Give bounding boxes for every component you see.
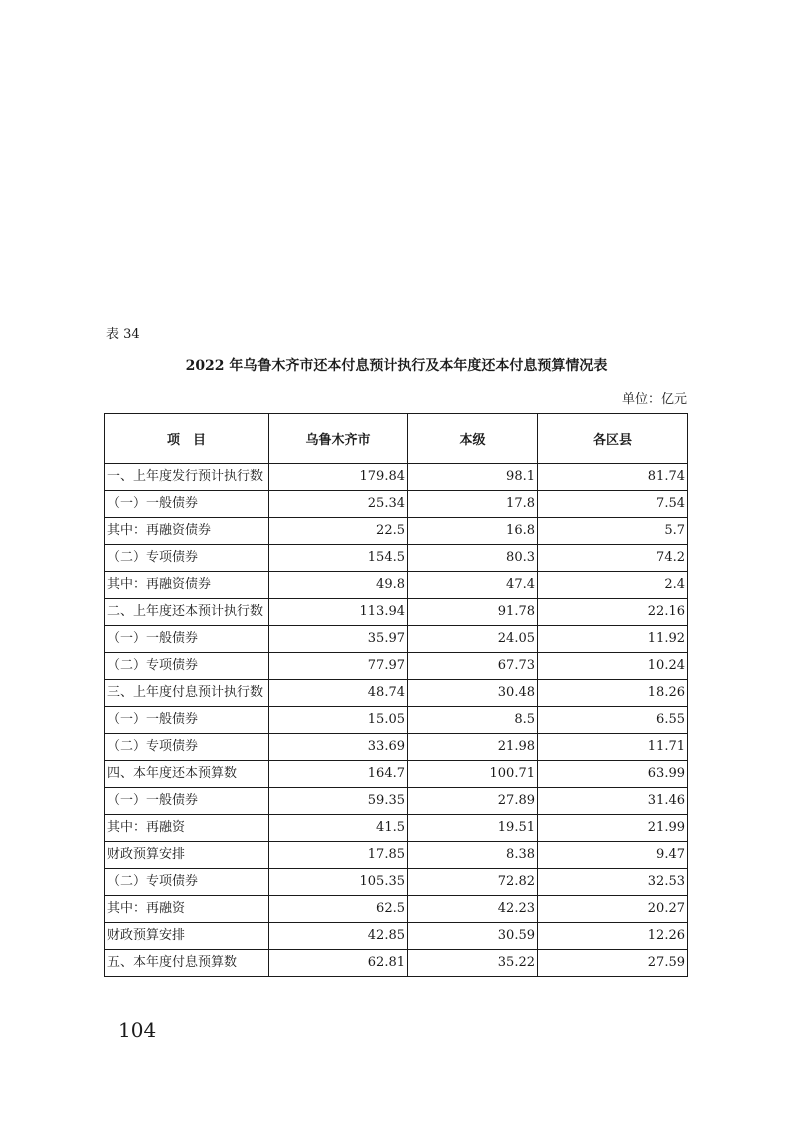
table-row [105, 626, 688, 653]
table-row [105, 923, 688, 950]
city-value-cell: 154.5 [269, 545, 408, 572]
districts-value-cell: 81.74 [538, 464, 688, 491]
city-value-cell: 113.94 [269, 599, 408, 626]
header-item: 项 目 [105, 414, 269, 464]
districts-value-cell: 63.99 [538, 761, 688, 788]
level-value-cell: 91.78 [408, 599, 538, 626]
table-row [105, 950, 688, 977]
city-value-cell: 35.97 [269, 626, 408, 653]
city-value-cell: 179.84 [269, 464, 408, 491]
table-row [105, 491, 688, 518]
level-value-cell: 8.5 [408, 707, 538, 734]
table-row [105, 545, 688, 572]
header-districts: 各区县 [538, 414, 688, 464]
item-cell: 其中：再融资债券 [105, 518, 269, 545]
districts-value-cell: 27.59 [538, 950, 688, 977]
item-cell: 四、本年度还本预算数 [105, 761, 269, 788]
item-cell: （二）专项债券 [105, 653, 269, 680]
level-value-cell: 27.89 [408, 788, 538, 815]
city-value-cell: 62.5 [269, 896, 408, 923]
table-row [105, 815, 688, 842]
city-value-cell: 33.69 [269, 734, 408, 761]
table-row [105, 896, 688, 923]
table-title: 2022 年乌鲁木齐市还本付息预计执行及本年度还本付息预算情况表 [185, 358, 608, 374]
districts-value-cell: 10.24 [538, 653, 688, 680]
city-value-cell: 164.7 [269, 761, 408, 788]
districts-value-cell: 22.16 [538, 599, 688, 626]
item-cell: （一）一般债券 [105, 491, 269, 518]
city-value-cell: 42.85 [269, 923, 408, 950]
level-value-cell: 80.3 [408, 545, 538, 572]
level-value-cell: 67.73 [408, 653, 538, 680]
page-number: 104 [118, 1018, 157, 1042]
districts-value-cell: 31.46 [538, 788, 688, 815]
districts-value-cell: 2.4 [538, 572, 688, 599]
districts-value-cell: 5.7 [538, 518, 688, 545]
table-row [105, 842, 688, 869]
districts-value-cell: 11.71 [538, 734, 688, 761]
level-value-cell: 35.22 [408, 950, 538, 977]
table-row [105, 680, 688, 707]
level-value-cell: 8.38 [408, 842, 538, 869]
districts-value-cell: 7.54 [538, 491, 688, 518]
table-row [105, 734, 688, 761]
districts-value-cell: 6.55 [538, 707, 688, 734]
city-value-cell: 49.8 [269, 572, 408, 599]
level-value-cell: 21.98 [408, 734, 538, 761]
city-value-cell: 15.05 [269, 707, 408, 734]
level-value-cell: 17.8 [408, 491, 538, 518]
item-cell: 财政预算安排 [105, 923, 269, 950]
level-value-cell: 98.1 [408, 464, 538, 491]
table-row [105, 761, 688, 788]
districts-value-cell: 11.92 [538, 626, 688, 653]
city-value-cell: 48.74 [269, 680, 408, 707]
table-row [105, 869, 688, 896]
header-level: 本级 [408, 414, 538, 464]
level-value-cell: 24.05 [408, 626, 538, 653]
city-value-cell: 22.5 [269, 518, 408, 545]
level-value-cell: 100.71 [408, 761, 538, 788]
item-cell: 二、上年度还本预计执行数 [105, 599, 269, 626]
item-cell: （一）一般债券 [105, 788, 269, 815]
item-cell: 五、本年度付息预算数 [105, 950, 269, 977]
item-cell: （二）专项债券 [105, 545, 269, 572]
header-city: 乌鲁木齐市 [269, 414, 408, 464]
city-value-cell: 59.35 [269, 788, 408, 815]
item-cell: （一）一般债券 [105, 626, 269, 653]
level-value-cell: 19.51 [408, 815, 538, 842]
table-row [105, 788, 688, 815]
districts-value-cell: 12.26 [538, 923, 688, 950]
districts-value-cell: 74.2 [538, 545, 688, 572]
city-value-cell: 77.97 [269, 653, 408, 680]
table-body [105, 464, 688, 977]
districts-value-cell: 32.53 [538, 869, 688, 896]
level-value-cell: 30.59 [408, 923, 538, 950]
unit-label: 单位：亿元 [621, 392, 687, 407]
city-value-cell: 41.5 [269, 815, 408, 842]
city-value-cell: 62.81 [269, 950, 408, 977]
item-cell: 三、上年度付息预计执行数 [105, 680, 269, 707]
table-row [105, 464, 688, 491]
level-value-cell: 42.23 [408, 896, 538, 923]
item-cell: （二）专项债券 [105, 734, 269, 761]
item-cell: （一）一般债券 [105, 707, 269, 734]
table-header-row [105, 414, 688, 464]
level-value-cell: 72.82 [408, 869, 538, 896]
item-cell: 其中：再融资债券 [105, 572, 269, 599]
level-value-cell: 47.4 [408, 572, 538, 599]
item-cell: （二）专项债券 [105, 869, 269, 896]
city-value-cell: 17.85 [269, 842, 408, 869]
table-row [105, 572, 688, 599]
level-value-cell: 16.8 [408, 518, 538, 545]
item-cell: 一、上年度发行预计执行数 [105, 464, 269, 491]
districts-value-cell: 9.47 [538, 842, 688, 869]
item-cell: 财政预算安排 [105, 842, 269, 869]
table-number: 表 34 [106, 327, 140, 342]
table-row [105, 707, 688, 734]
districts-value-cell: 21.99 [538, 815, 688, 842]
districts-value-cell: 20.27 [538, 896, 688, 923]
city-value-cell: 105.35 [269, 869, 408, 896]
table-row [105, 599, 688, 626]
item-cell: 其中：再融资 [105, 896, 269, 923]
table-row [105, 518, 688, 545]
city-value-cell: 25.34 [269, 491, 408, 518]
level-value-cell: 30.48 [408, 680, 538, 707]
districts-value-cell: 18.26 [538, 680, 688, 707]
debt-service-table [104, 413, 688, 977]
table-row [105, 653, 688, 680]
item-cell: 其中：再融资 [105, 815, 269, 842]
